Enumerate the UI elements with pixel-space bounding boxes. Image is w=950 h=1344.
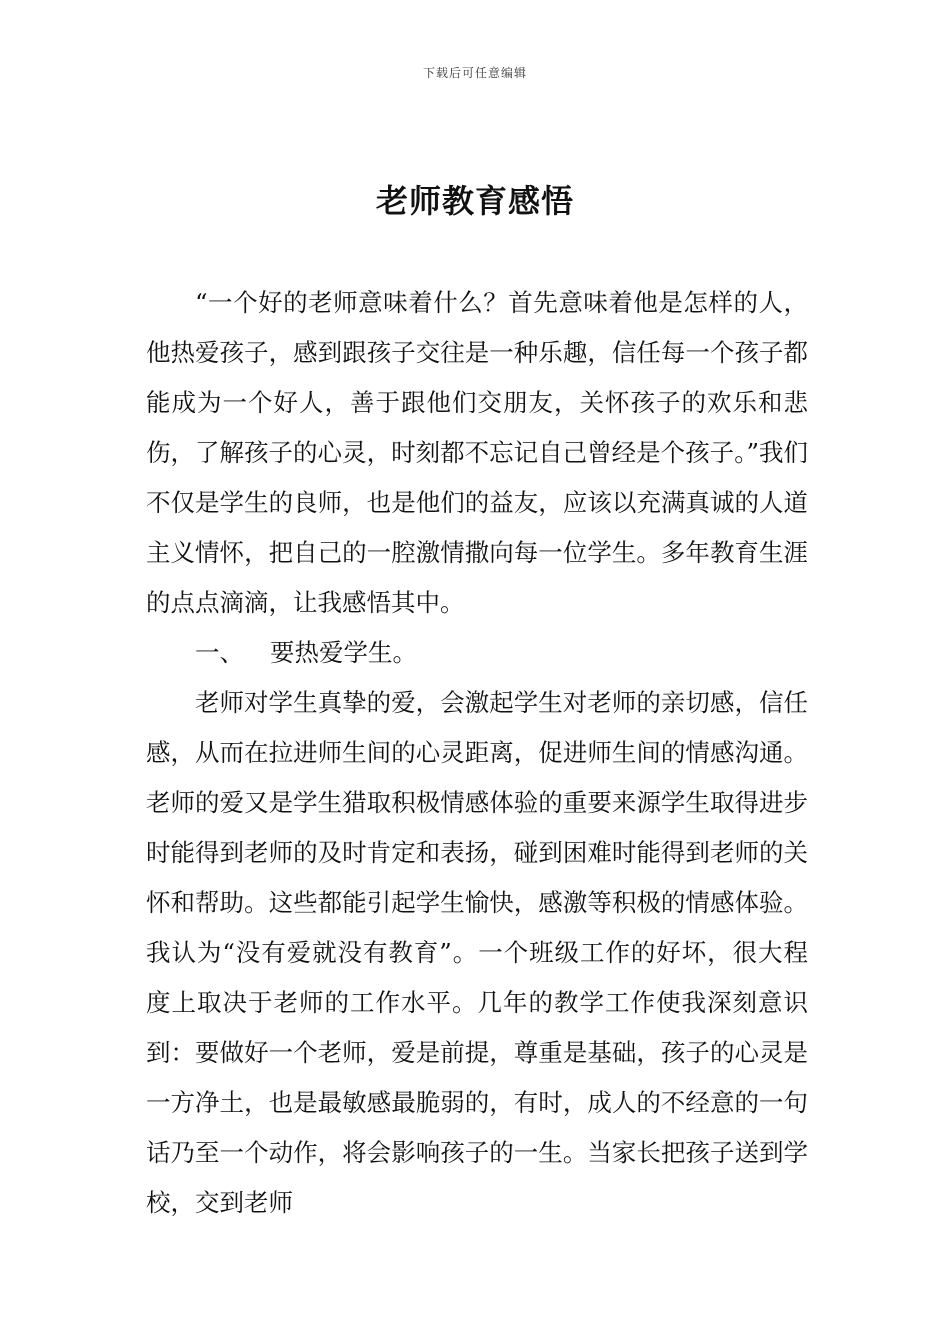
document-body (146, 278, 808, 1228)
section-heading (146, 628, 808, 678)
document-title: 老师教育感悟 (375, 182, 574, 220)
section-number: 一、 (195, 638, 244, 667)
paragraph-intro: “一个好的老师意味着什么？首先意味着他是怎样的人，他热爱孩子，感到跟孩子交往是一种乐趣，信任每一个孩子都能成为一个好人，善于跟他们交朋友，关怀孩子的欢乐和悲伤，了解孩子的心灵，时刻都不忘记自己曾经是个孩子。”我们不仅是学生的良师，也是他们的益友，应该以充满真诚的人道主义情怀，把自己的一腔激情撒向每一位学生。多年教育生涯的点点滴滴，让我感悟其中。 (146, 288, 808, 617)
section-heading-text: 要热爱学生。 (270, 638, 417, 667)
header-note: 下载后可任意编辑 (422, 66, 527, 80)
paragraph-love-students: 老师对学生真挚的爱，会激起学生对老师的亲切感，信任感，从而在拉进师生间的心灵距离，促进师生间的情感沟通。老师的爱又是学生猎取积极情感体验的重要来源学生取得进步时能得到老师的及时肯定和表扬，碰到困难时能得到老师的关怀和帮助。这些都能引起学生愉快，感激等积极的情感体验。 我认为“没有爱就没有教育”。一个班级工作的好坏，很大程度上取决于老师的工作水平。几年的教学工作使我深刻意识到：要做好一个老师，爱是前提，尊重是基础，孩子的心灵是一方净土，也是最敏感最脆弱的，有时，成人的不经意的一句话乃至一个动作，将会影响孩子的一生。当家长把孩子送到学校，交到老师 (146, 688, 808, 1217)
